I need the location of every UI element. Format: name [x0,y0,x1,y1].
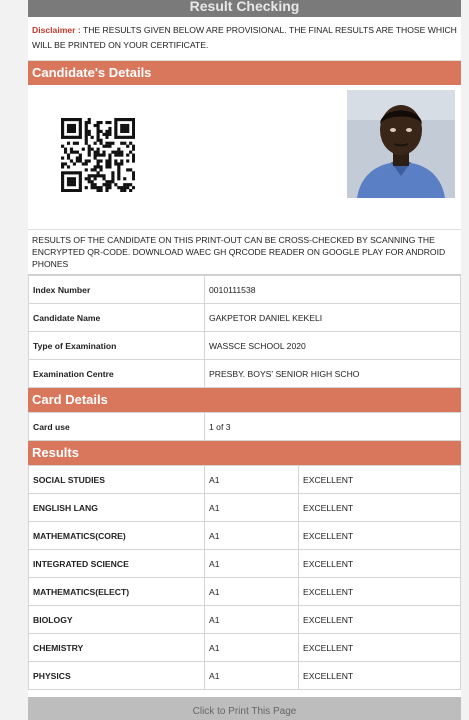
grade-cell: A1 [205,634,299,662]
field-value: GAKPETOR DANIEL KEKELI [205,304,461,332]
candidate-photo [347,90,455,198]
candidate-section-header: Candidate's Details [28,61,461,85]
table-row [29,522,461,550]
results-section-header: Results [28,441,461,465]
page-title: Result Checking [28,0,461,17]
disclaimer [28,17,461,61]
subject-cell: BIOLOGY [29,606,205,634]
remark-cell: EXCELLENT [299,522,461,550]
table-row [29,304,461,332]
table-row [29,550,461,578]
table-row [29,662,461,690]
card-section-header: Card Details [28,388,461,412]
field-label: Type of Examination [29,332,205,360]
field-label: Examination Centre [29,360,205,388]
grade-cell: A1 [205,662,299,690]
qr-crosscheck-note: RESULTS OF THE CANDIDATE ON THIS PRINT-OUT CAN BE CROSS-CHECKED BY SCANNING THE ENCRYPTED QR-CODE. DOWNLOAD WAEC GH QRCODE READER ON GOOGLE PLAY FOR ANDROID PHONES [28,230,461,275]
table-row [29,494,461,522]
subject-cell: INTEGRATED SCIENCE [29,550,205,578]
qr-code-icon [61,118,135,192]
remark-cell: EXCELLENT [299,466,461,494]
subject-cell: MATHEMATICS(CORE) [29,522,205,550]
subject-cell: SOCIAL STUDIES [29,466,205,494]
candidate-details-table [28,275,461,388]
disclaimer-text: THE RESULTS GIVEN BELOW ARE PROVISIONAL. THE FINAL RESULTS ARE THOSE WHICH WILL BE PRINTED ON YOUR CERTIFICATE. [32,25,457,50]
right-gutter [461,0,469,720]
result-page [28,0,461,720]
field-value: 0010111538 [205,276,461,304]
table-row [29,413,461,441]
grade-cell: A1 [205,606,299,634]
card-use-label: Card use [29,413,205,441]
results-table [28,465,461,690]
grade-cell: A1 [205,466,299,494]
card-details-table [28,412,461,441]
field-label: Candidate Name [29,304,205,332]
grade-cell: A1 [205,494,299,522]
disclaimer-label: Disclaimer : [32,25,81,35]
remark-cell: EXCELLENT [299,494,461,522]
print-page-button[interactable]: Click to Print This Page [28,697,461,720]
remark-cell: EXCELLENT [299,606,461,634]
card-use-value: 1 of 3 [205,413,461,441]
remark-cell: EXCELLENT [299,550,461,578]
field-label: Index Number [29,276,205,304]
field-value: PRESBY. BOYS' SENIOR HIGH SCHO [205,360,461,388]
field-value: WASSCE SCHOOL 2020 [205,332,461,360]
grade-cell: A1 [205,522,299,550]
table-row [29,466,461,494]
subject-cell: CHEMISTRY [29,634,205,662]
remark-cell: EXCELLENT [299,578,461,606]
table-row [29,634,461,662]
remark-cell: EXCELLENT [299,634,461,662]
remark-cell: EXCELLENT [299,662,461,690]
grade-cell: A1 [205,550,299,578]
table-row [29,332,461,360]
left-gutter [0,0,28,720]
grade-cell: A1 [205,578,299,606]
table-row [29,606,461,634]
subject-cell: ENGLISH LANG [29,494,205,522]
candidate-media [28,85,461,230]
subject-cell: PHYSICS [29,662,205,690]
subject-cell: MATHEMATICS(ELECT) [29,578,205,606]
table-row [29,578,461,606]
table-row [29,276,461,304]
table-row [29,360,461,388]
